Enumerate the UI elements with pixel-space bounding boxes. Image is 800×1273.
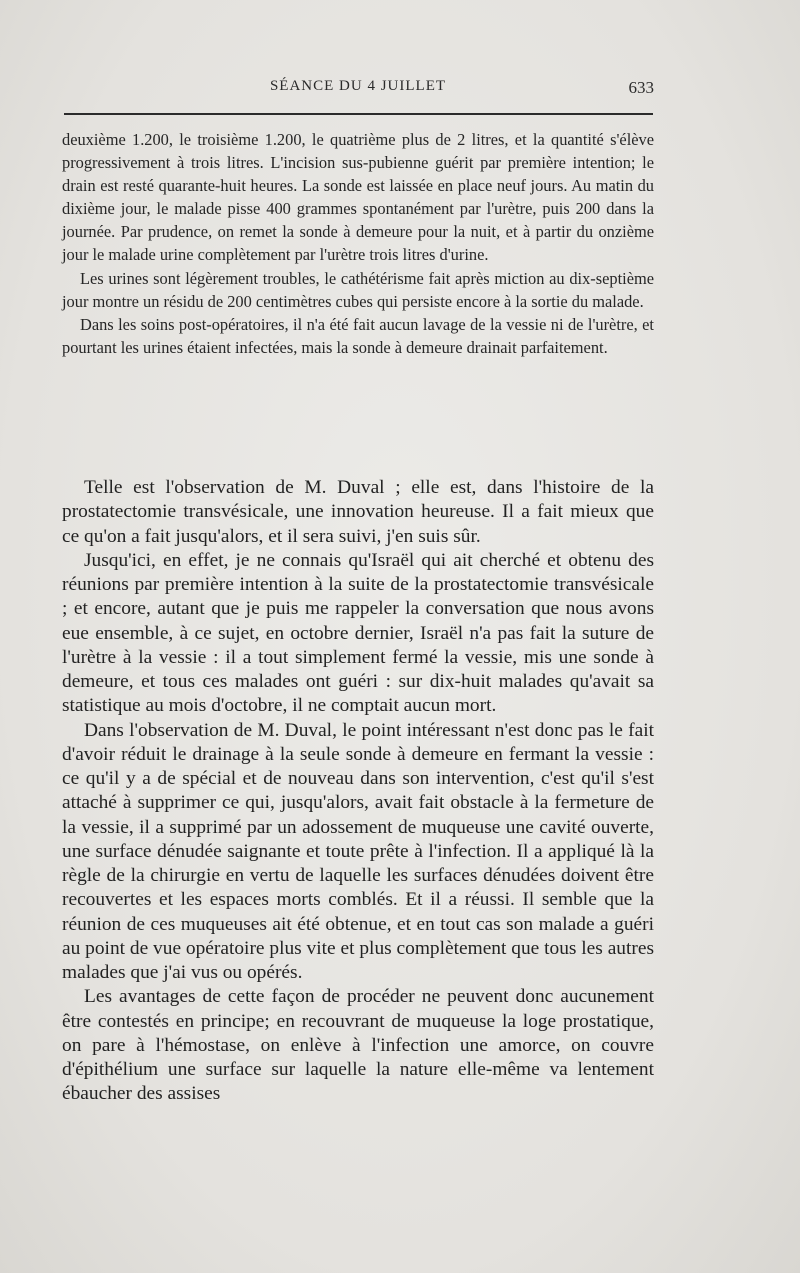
paragraph-large: Telle est l'observation de M. Duval ; elle est, dans l'histoire de la prostatectomie transvésicale, une innovation heureuse. Il a fait mieux que ce qu'on a fait jusqu'alors, et il sera suivi, j'en suis sûr. bbox=[62, 477, 654, 547]
paragraph-large: Dans l'observation de M. Duval, le point intéressant n'est donc pas le fait d'avoir réduit le drainage à la seule sonde à demeure en fermant la vessie : ce qu'il y a de spécial et de nouveau dans son intervention, c'est qu'il s'est attaché à supprimer ce qui, jusqu'alors, avait fait obstacle à la fermeture de la vessie, il a supprimé par un adossement de muqueuse une cavité ouverte, une surface dénudée saignante et toute prête à l'infection. Il a appliqué là la règle de la chirurgie en vertu de laquelle les surfaces dénudées doivent être recouvertes et les espaces morts comblés. Et il a réussi. Il semble que la réunion de ces muqueuses ait été obtenue, et en tout cas son malade a guéri au point de vue opératoire plus vite et plus complètement que tous les autres malades que j'ai vus ou opérés. bbox=[62, 719, 654, 983]
paragraph-small: Dans les soins post-opératoires, il n'a été fait aucun lavage de la vessie ni de l'urètre, et pourtant les urines étaient infectées, mais la sonde à demeure drainait parfaitement. bbox=[62, 314, 654, 357]
page-number: 633 bbox=[628, 78, 654, 97]
header-title: SÉANCE DU 4 JUILLET bbox=[269, 78, 447, 94]
paragraph-large: Les avantages de cette façon de procéder ne peuvent donc aucunement être contestés en principe; en recouvrant de muqueuse la loge prostatique, on pare à l'hémostase, on enlève à l'infection une amorce, on couvre d'épithélium une surface sur laquelle la nature elle-même va lentement ébaucher des assises bbox=[62, 986, 654, 1105]
header-rule bbox=[64, 113, 653, 115]
commentary-text bbox=[62, 476, 654, 1107]
observation-excerpt bbox=[62, 128, 654, 359]
running-header bbox=[62, 78, 654, 102]
paragraph-large: Jusqu'ici, en effet, je ne connais qu'Israël qui ait cherché et obtenu des réunions par première intention à la suite de la prostatectomie transvésicale ; et encore, autant que je puis me rappeler la conversation que nous avons eue ensemble, à ce sujet, en octobre dernier, Israël n'a pas fait la suture de l'urètre à la vessie : il a tout simplement fermé la vessie, mis une sonde à demeure, et tous ces malades ont guéri : sur dix-huit malades qu'avait sa statistique au mois d'octobre, il ne comptait aucun mort. bbox=[62, 549, 654, 717]
paragraph-small: deuxième 1.200, le troisième 1.200, le quatrième plus de 2 litres, et la quantité s'élève progressivement à trois litres. L'incision sus-pubienne guérit par première intention; le drain est resté quarante-huit heures. La sonde est laissée en place neuf jours. Au matin du dixième jour, le malade pisse 400 grammes spontanément par l'urètre, puis 200 dans la journée. Par prudence, on remet la sonde à demeure pour la nuit, et à partir du onzième jour le malade urine complètement par l'urètre trois litres d'urine. bbox=[62, 130, 654, 265]
paragraph-small: Les urines sont légèrement troubles, le cathétérisme fait après miction au dix-septième jour montre un résidu de 200 centimètres cubes qui persiste encore à la sortie du malade. bbox=[62, 268, 654, 311]
